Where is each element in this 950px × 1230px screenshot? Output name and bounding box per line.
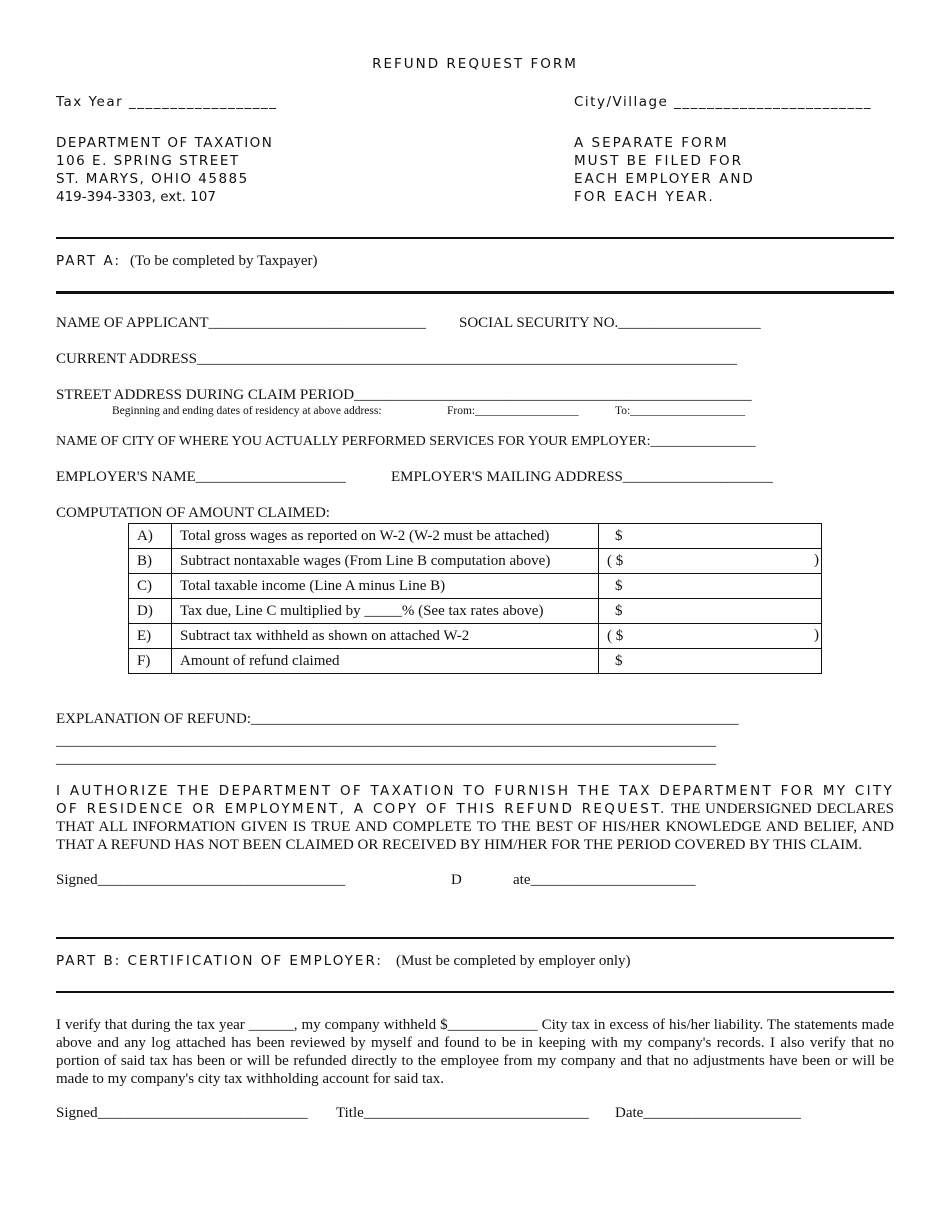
amount-symbol: $ <box>615 527 623 544</box>
part-a-note: (To be completed by Taxpayer) <box>130 253 318 269</box>
date-field[interactable]: ate______________________ <box>513 872 696 888</box>
row-description: Amount of refund claimed <box>172 649 599 674</box>
part-b-note: (Must be completed by employer only) <box>396 953 631 969</box>
row-letter: D) <box>129 599 172 624</box>
explanation-line[interactable]: ________________________________________________________________________________________ <box>56 733 716 749</box>
city-services-field[interactable]: NAME OF CITY OF WHERE YOU ACTUALLY PERFORMED SERVICES FOR YOUR EMPLOYER:_______________ <box>56 434 756 449</box>
separate-form-notice <box>574 134 755 206</box>
row-description: Tax due, Line C multiplied by _____% (See tax rates above) <box>172 599 599 624</box>
table-row <box>129 624 822 649</box>
row-amount-field[interactable] <box>599 599 822 624</box>
street-address-field[interactable]: STREET ADDRESS DURING CLAIM PERIOD_____________________________________________________ <box>56 387 752 403</box>
employer-date-field[interactable]: Date_____________________ <box>615 1105 801 1121</box>
part-a-label: PART A: <box>56 253 121 269</box>
part-b-label: PART B: CERTIFICATION OF EMPLOYER: <box>56 953 383 969</box>
amount-symbol: ( $ <box>607 627 624 644</box>
row-amount-field[interactable] <box>599 649 822 674</box>
table-row <box>129 574 822 599</box>
current-address-field[interactable]: CURRENT ADDRESS________________________________________________________________________ <box>56 351 738 367</box>
signed-field[interactable]: Signed_________________________________ <box>56 872 346 888</box>
explanation-field[interactable]: EXPLANATION OF REFUND:_________________________________________________________________ <box>56 711 739 727</box>
employer-name-field[interactable]: EMPLOYER'S NAME____________________ <box>56 469 346 485</box>
close-paren: ) <box>814 627 819 643</box>
name-of-applicant-field[interactable]: NAME OF APPLICANT_____________________________ <box>56 315 427 331</box>
table-row <box>129 649 822 674</box>
residency-to-field[interactable]: To:____________________ <box>615 405 746 417</box>
employer-address-field[interactable]: EMPLOYER'S MAILING ADDRESS____________________ <box>391 469 773 485</box>
table-row <box>129 524 822 549</box>
notice-line: FOR EACH YEAR. <box>574 189 715 205</box>
authorization-spaced: I AUTHORIZE THE DEPARTMENT OF TAXATION TO FURNISH THE TAX DEPARTMENT FOR MY CITY OF RESIDENCE OR EMPLOYMENT, A COPY OF THIS REFUND REQUEST. <box>56 783 894 817</box>
tax-year-field[interactable]: Tax Year __________________ <box>56 94 278 110</box>
notice-line: MUST BE FILED FOR <box>574 153 743 169</box>
row-letter: E) <box>129 624 172 649</box>
department-address <box>56 134 273 206</box>
department-line: ST. MARYS, OHIO 45885 <box>56 171 249 187</box>
row-description: Total taxable income (Line A minus Line B) <box>172 574 599 599</box>
authorization-statement <box>56 782 894 854</box>
row-description: Subtract nontaxable wages (From Line B computation above) <box>172 549 599 574</box>
department-line: 419-394-3303, ext. 107 <box>56 189 216 205</box>
amount-symbol: $ <box>615 602 623 619</box>
row-description: Subtract tax withheld as shown on attached W-2 <box>172 624 599 649</box>
row-amount-field[interactable] <box>599 624 822 649</box>
amount-symbol: $ <box>615 652 623 669</box>
row-amount-field[interactable] <box>599 574 822 599</box>
department-line: DEPARTMENT OF TAXATION <box>56 135 274 151</box>
computation-title: COMPUTATION OF AMOUNT CLAIMED: <box>56 505 330 521</box>
employer-signed-field[interactable]: Signed____________________________ <box>56 1105 308 1121</box>
divider <box>56 237 894 239</box>
divider <box>56 991 894 993</box>
employer-verification-text: I verify that during the tax year ______, my company withheld $____________ City tax in excess of his/her liability. The statements made above and any log attached has been reviewed by myself and found to be in keeping with my company's records. I also verify that no portion of said tax has been or will be refunded directly to the employee from my company and that no adjustments have been or will be made to my company's city tax withholding account for said tax. <box>56 1017 894 1087</box>
row-amount-field[interactable] <box>599 549 822 574</box>
divider <box>56 937 894 939</box>
social-security-field[interactable]: SOCIAL SECURITY NO.___________________ <box>459 315 761 331</box>
row-amount-field[interactable] <box>599 524 822 549</box>
notice-line: A SEPARATE FORM <box>574 135 729 151</box>
row-letter: B) <box>129 549 172 574</box>
table-row <box>129 549 822 574</box>
date-label-d: D <box>451 872 462 888</box>
residency-dates-label: Beginning and ending dates of residency at above address: <box>112 405 382 417</box>
row-letter: C) <box>129 574 172 599</box>
divider <box>56 291 894 294</box>
amount-symbol: ( $ <box>607 552 624 569</box>
row-letter: A) <box>129 524 172 549</box>
table-row <box>129 599 822 624</box>
row-description: Total gross wages as reported on W-2 (W-2 must be attached) <box>172 524 599 549</box>
row-letter: F) <box>129 649 172 674</box>
computation-table <box>128 523 822 674</box>
form-title: REFUND REQUEST FORM <box>372 56 578 72</box>
authorization-declaration: THE UNDERSIGNED DECLARES THAT ALL INFORMATION GIVEN IS TRUE AND COMPLETE TO THE BEST OF HIS/HER KNOWLEDGE AND BELIEF, AND THAT A REFUND HAS NOT BEEN CLAIMED OR RECEIVED BY HIM/HER FOR THE PERIOD COVERED BY THIS CLAIM. <box>56 801 894 853</box>
department-line: 106 E. SPRING STREET <box>56 153 240 169</box>
employer-title-field[interactable]: Title______________________________ <box>336 1105 589 1121</box>
city-village-field[interactable]: City/Village ________________________ <box>574 94 873 110</box>
residency-from-field[interactable]: From:__________________ <box>447 405 579 417</box>
close-paren: ) <box>814 552 819 568</box>
explanation-line[interactable]: ________________________________________________________________________________________ <box>56 751 716 767</box>
notice-line: EACH EMPLOYER AND <box>574 171 755 187</box>
amount-symbol: $ <box>615 577 623 594</box>
